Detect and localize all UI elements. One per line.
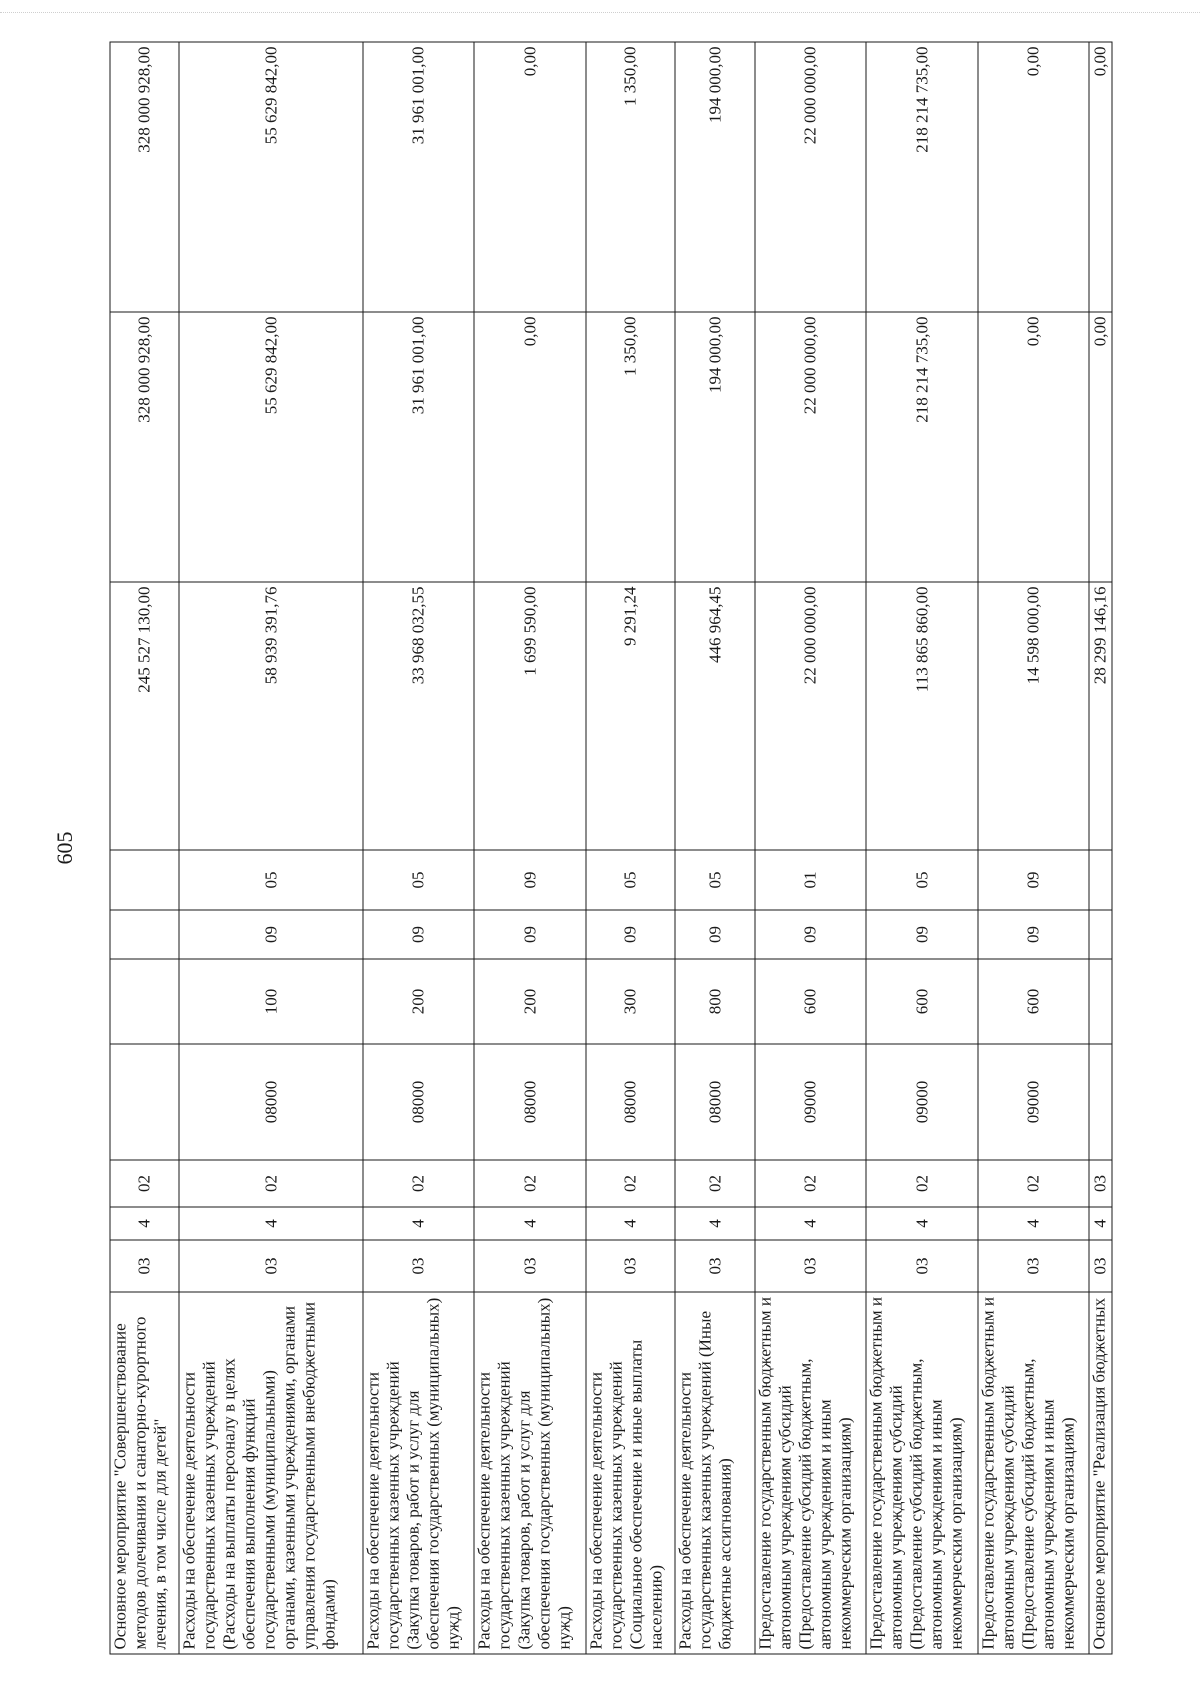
code-cell: 4	[110, 1207, 179, 1240]
code-cell: 100	[179, 959, 363, 1044]
code-cell	[110, 959, 179, 1044]
code-cell: 05	[363, 850, 474, 910]
scan-edge-line	[0, 12, 1200, 13]
code-cell: 09000	[978, 1044, 1089, 1160]
code-cell: 03	[1089, 1160, 1112, 1207]
code-cell: 03	[586, 1240, 675, 1292]
code-cell: 02	[978, 1160, 1089, 1207]
budget-table	[110, 42, 1113, 1655]
code-cell: 05	[179, 850, 363, 910]
code-cell: 09	[363, 910, 474, 959]
amount-cell: 218 214 735,00	[866, 312, 977, 582]
code-cell: 200	[474, 959, 585, 1044]
code-cell	[1089, 910, 1112, 959]
code-cell: 09	[675, 910, 755, 959]
code-cell: 4	[363, 1207, 474, 1240]
amount-cell: 446 964,45	[675, 582, 755, 850]
code-cell: 09	[474, 850, 585, 910]
code-cell: 4	[1089, 1207, 1112, 1240]
code-cell: 08000	[675, 1044, 755, 1160]
code-cell: 4	[474, 1207, 585, 1240]
amount-cell: 22 000 000,00	[755, 42, 866, 312]
code-cell: 800	[675, 959, 755, 1044]
row-description: Основное мероприятие "Реализация бюджетных	[1089, 1292, 1112, 1654]
table-row	[179, 42, 363, 1654]
amount-cell: 245 527 130,00	[110, 582, 179, 850]
code-cell: 05	[675, 850, 755, 910]
code-cell	[1089, 1044, 1112, 1160]
table-row	[866, 42, 977, 1654]
row-description: Предоставление государственным бюджетным и автономным учреждениям субсидий (Предоставление субсидий бюджетным, автономным учреждениям и иным некоммерческим организациям)	[755, 1292, 866, 1654]
code-cell: 08000	[474, 1044, 585, 1160]
amount-cell: 194 000,00	[675, 312, 755, 582]
code-cell: 08000	[179, 1044, 363, 1160]
table-row	[110, 42, 179, 1654]
code-cell: 08000	[586, 1044, 675, 1160]
amount-cell: 0,00	[1089, 42, 1112, 312]
amount-cell: 328 000 928,00	[110, 42, 179, 312]
code-cell: 05	[866, 850, 977, 910]
amount-cell: 28 299 146,16	[1089, 582, 1112, 850]
code-cell: 600	[978, 959, 1089, 1044]
code-cell: 09	[474, 910, 585, 959]
amount-cell: 194 000,00	[675, 42, 755, 312]
amount-cell: 55 629 842,00	[179, 312, 363, 582]
table-row	[363, 42, 474, 1654]
amount-cell: 55 629 842,00	[179, 42, 363, 312]
amount-cell: 31 961 001,00	[363, 42, 474, 312]
amount-cell: 218 214 735,00	[866, 42, 977, 312]
row-description: Основное мероприятие "Совершенствование методов долечивания и санаторно-курортного лечения, в том числе для детей"	[110, 1292, 179, 1654]
code-cell: 05	[586, 850, 675, 910]
code-cell: 03	[675, 1240, 755, 1292]
code-cell: 02	[866, 1160, 977, 1207]
code-cell: 200	[363, 959, 474, 1044]
amount-cell: 22 000 000,00	[755, 312, 866, 582]
amount-cell: 58 939 391,76	[179, 582, 363, 850]
amount-cell: 0,00	[474, 42, 585, 312]
row-description: Расходы на обеспечение деятельности государственных казенных учреждений (Закупка товаров, работ и услуг для обеспечения государственных (муниципальных) нужд)	[474, 1292, 585, 1654]
code-cell: 4	[675, 1207, 755, 1240]
row-description: Расходы на обеспечение деятельности государственных казенных учреждений (Иные бюджетные ассигнования)	[675, 1292, 755, 1654]
amount-cell: 33 968 032,55	[363, 582, 474, 850]
code-cell	[1089, 850, 1112, 910]
amount-cell: 1 699 590,00	[474, 582, 585, 850]
code-cell: 09	[866, 910, 977, 959]
table-row	[474, 42, 585, 1654]
amount-cell: 31 961 001,00	[363, 312, 474, 582]
code-cell: 01	[755, 850, 866, 910]
table-row	[675, 42, 755, 1654]
row-description: Расходы на обеспечение деятельности государственных казенных учреждений (Социальное обеспечение и иные выплаты населению)	[586, 1292, 675, 1654]
code-cell: 03	[363, 1240, 474, 1292]
code-cell	[110, 850, 179, 910]
code-cell: 08000	[363, 1044, 474, 1160]
code-cell: 4	[755, 1207, 866, 1240]
code-cell: 09	[755, 910, 866, 959]
amount-cell: 328 000 928,00	[110, 312, 179, 582]
code-cell: 02	[179, 1160, 363, 1207]
code-cell: 09	[179, 910, 363, 959]
amount-cell: 1 350,00	[586, 42, 675, 312]
code-cell: 03	[110, 1240, 179, 1292]
table-body	[110, 42, 1112, 1654]
code-cell: 02	[586, 1160, 675, 1207]
code-cell: 09000	[755, 1044, 866, 1160]
code-cell: 09	[978, 850, 1089, 910]
amount-cell: 9 291,24	[586, 582, 675, 850]
amount-cell: 0,00	[1089, 312, 1112, 582]
table-row	[755, 42, 866, 1654]
code-cell: 4	[866, 1207, 977, 1240]
amount-cell: 0,00	[978, 312, 1089, 582]
table-row	[1089, 42, 1112, 1654]
code-cell: 03	[474, 1240, 585, 1292]
code-cell	[110, 910, 179, 959]
row-description: Расходы на обеспечение деятельности государственных казенных учреждений (Закупка товаров, работ и услуг для обеспечения государственных (муниципальных) нужд)	[363, 1292, 474, 1654]
page-number: 605	[52, 831, 77, 865]
row-description: Предоставление государственным бюджетным и автономным учреждениям субсидий (Предоставление субсидий бюджетным, автономным учреждениям и иным некоммерческим организациям)	[978, 1292, 1089, 1654]
amount-cell: 22 000 000,00	[755, 582, 866, 850]
row-description: Предоставление государственным бюджетным и автономным учреждениям субсидий (Предоставление субсидий бюджетным, автономным учреждениям и иным некоммерческим организациям)	[866, 1292, 977, 1654]
code-cell: 03	[755, 1240, 866, 1292]
code-cell: 600	[866, 959, 977, 1044]
code-cell: 02	[755, 1160, 866, 1207]
code-cell	[110, 1044, 179, 1160]
amount-cell: 14 598 000,00	[978, 582, 1089, 850]
code-cell: 600	[755, 959, 866, 1044]
table-row	[978, 42, 1089, 1654]
code-cell: 09	[978, 910, 1089, 959]
code-cell: 03	[978, 1240, 1089, 1292]
code-cell: 09000	[866, 1044, 977, 1160]
code-cell: 02	[675, 1160, 755, 1207]
amount-cell: 0,00	[978, 42, 1089, 312]
code-cell: 300	[586, 959, 675, 1044]
code-cell: 4	[179, 1207, 363, 1240]
code-cell: 02	[363, 1160, 474, 1207]
code-cell: 03	[179, 1240, 363, 1292]
code-cell: 4	[978, 1207, 1089, 1240]
code-cell: 02	[474, 1160, 585, 1207]
amount-cell: 0,00	[474, 312, 585, 582]
code-cell: 09	[586, 910, 675, 959]
table-row	[586, 42, 675, 1654]
budget-table-rotated	[110, 43, 1113, 1655]
code-cell: 03	[866, 1240, 977, 1292]
amount-cell: 113 865 860,00	[866, 582, 977, 850]
code-cell: 4	[586, 1207, 675, 1240]
code-cell: 03	[1089, 1240, 1112, 1292]
row-description: Расходы на обеспечение деятельности государственных казенных учреждений (Расходы на выплаты персоналу в целях обеспечения выполнения функций государственными (муниципальными) органами, казенными учреждениями, органами управления государственными внебюджетными фондами)	[179, 1292, 363, 1654]
amount-cell: 1 350,00	[586, 312, 675, 582]
code-cell	[1089, 959, 1112, 1044]
code-cell: 02	[110, 1160, 179, 1207]
